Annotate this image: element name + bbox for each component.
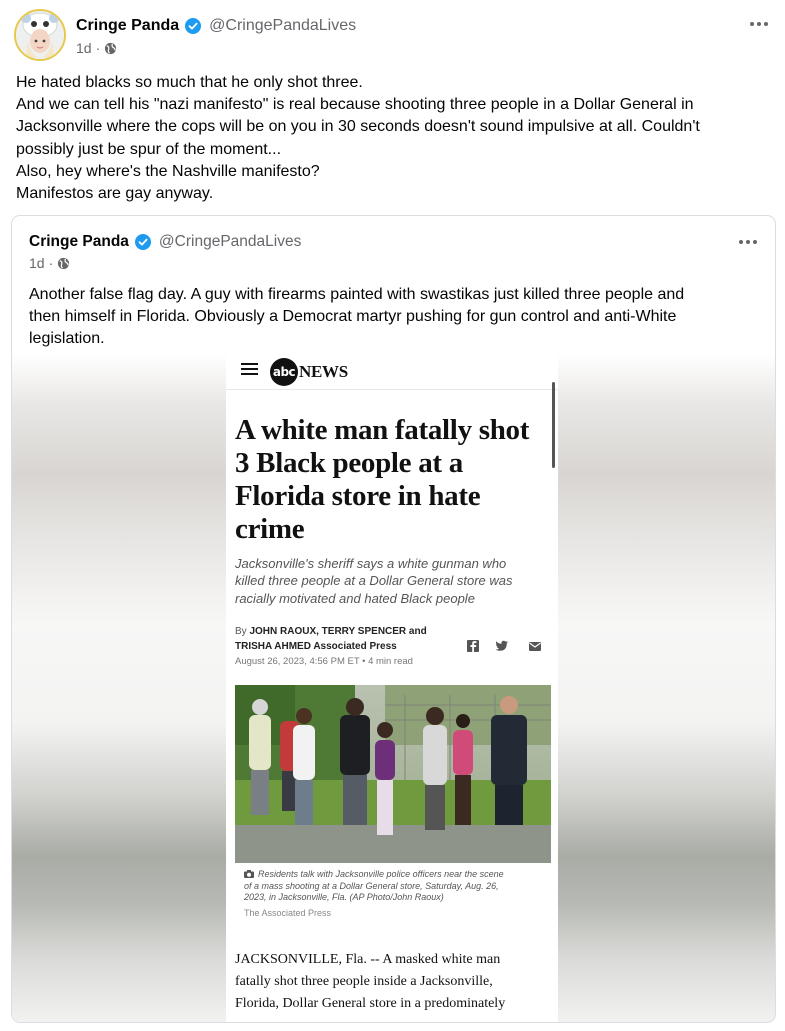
abc-logo-mark: abc	[270, 358, 298, 386]
byline-authors[interactable]: TRISHA AHMED Associated Press	[235, 641, 397, 652]
caption-line: Residents talk with Jacksonville police officers near the scene	[258, 869, 504, 879]
quoted-author-handle[interactable]: @CringePandaLives	[158, 233, 302, 250]
headline-line: 3 Black people at a	[235, 447, 463, 479]
post-text-line: Also, hey where's the Nashville manifesto?	[16, 162, 320, 180]
article-photo[interactable]	[235, 685, 551, 863]
subhead-line: killed three people at a Dollar General store was	[235, 573, 513, 589]
body-line: fatally shot three people inside a Jacksonville,	[235, 974, 493, 989]
headline-line: crime	[235, 513, 305, 545]
quoted-text	[29, 284, 769, 350]
caption-line: 2023, in Jacksonville, Fla. (AP Photo/John Raoux)	[244, 892, 444, 902]
headline-line: A white man fatally shot	[235, 414, 530, 446]
meta-separator: ·	[95, 40, 101, 56]
quoted-text-line: legislation.	[29, 330, 105, 347]
quoted-text-line: Another false flag day. A guy with firearms painted with swastikas just killed three people and	[29, 286, 685, 303]
headline-line: Florida store in hate	[235, 480, 481, 512]
caption-line: of a mass shooting at a Dollar General store, Saturday, Aug. 26,	[244, 880, 499, 891]
more-options-icon[interactable]	[735, 232, 761, 252]
byline-prefix: By	[235, 626, 247, 637]
post-timestamp[interactable]: 1d	[76, 40, 92, 56]
verified-badge-icon	[135, 234, 151, 250]
quoted-author-name[interactable]: Cringe Panda	[29, 233, 129, 250]
globe-icon[interactable]	[57, 257, 70, 270]
photo-caption	[244, 869, 544, 904]
more-options-icon[interactable]	[746, 14, 772, 34]
verified-badge-icon	[185, 18, 201, 34]
author-name[interactable]: Cringe Panda	[76, 17, 180, 34]
quoted-text-line: then himself in Florida. Obviously a Democrat martyr pushing for gun control and anti-White	[29, 308, 677, 325]
body-line: Florida, Dollar General store in a predominately	[235, 996, 506, 1011]
twitter-icon[interactable]	[495, 640, 509, 652]
body-line: JACKSONVILLE, Fla. -- A masked white man	[235, 952, 501, 967]
article-body	[235, 949, 555, 1015]
facebook-icon[interactable]	[466, 640, 480, 652]
quoted-meta	[29, 255, 70, 271]
post-text-line: He hated blacks so much that he only shot three.	[16, 74, 363, 91]
panda-avatar-image	[16, 11, 64, 59]
post-text-line: possibly just be spur of the moment...	[16, 140, 282, 158]
subhead-line: racially motivated and hated Black people	[235, 590, 475, 606]
meta-separator: ·	[48, 255, 54, 271]
email-icon[interactable]	[528, 640, 542, 652]
quoted-timestamp[interactable]: 1d	[29, 255, 45, 271]
author-handle[interactable]: @CringePandaLives	[209, 17, 357, 34]
post-text-line: Jacksonville where the cops will be on you in 30 seconds doesn't sound impulsive at all. Couldn't	[16, 118, 700, 136]
post-text-line: And we can tell his "nazi manifesto" is real because shooting three people in a Dollar General in	[16, 96, 694, 114]
globe-icon[interactable]	[104, 42, 117, 55]
attached-image[interactable]	[12, 354, 775, 1023]
abc-news-wordmark: NEWS	[299, 362, 348, 381]
post-text-line: Manifestos are gay anyway.	[16, 185, 214, 203]
article-date: August 26, 2023, 4:56 PM ET • 4 min read	[235, 656, 413, 667]
article-headline	[235, 414, 551, 546]
post-author	[76, 15, 356, 37]
article-top-bar	[226, 354, 558, 390]
byline-authors[interactable]: JOHN RAOUX, TERRY SPENCER and	[249, 626, 427, 637]
camera-icon	[244, 870, 254, 878]
author-avatar[interactable]	[14, 9, 66, 61]
subhead-line: Jacksonville's sheriff says a white gunman who	[235, 556, 507, 571]
post-text	[16, 72, 771, 205]
news-article-screenshot	[226, 354, 558, 1023]
article-byline	[235, 624, 427, 654]
quoted-author	[29, 232, 301, 252]
news-photo-image	[235, 685, 551, 863]
photo-credit: The Associated Press	[244, 908, 332, 918]
quoted-post[interactable]	[11, 215, 776, 1023]
scrollbar[interactable]	[552, 382, 555, 468]
post-meta	[76, 38, 117, 58]
hamburger-menu-icon[interactable]	[241, 363, 258, 377]
article-subheadline	[235, 555, 545, 607]
